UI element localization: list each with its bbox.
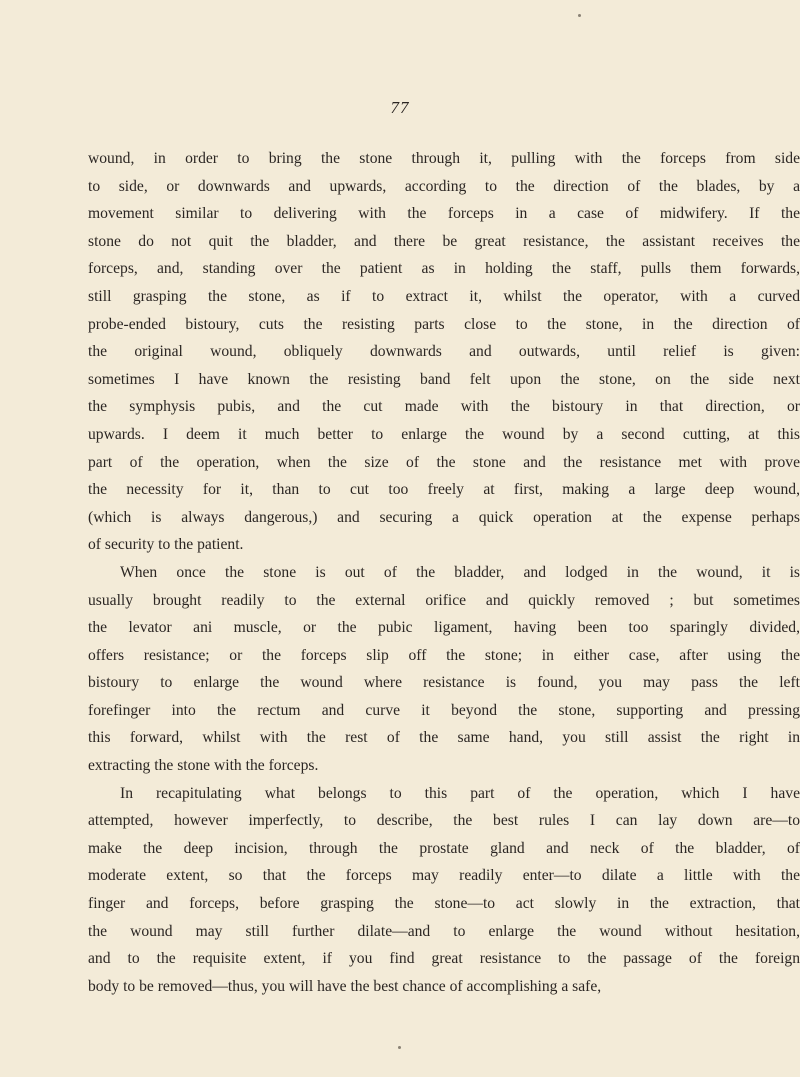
text-line: (which is always dangerous,) and securing a quick operation at the expense perhaps	[88, 508, 800, 526]
text-line: wound, in order to bring the stone through it, pulling with the forceps from side	[88, 150, 800, 167]
text-line: still grasping the stone, as if to extract it, whilst the operator, with a curved	[88, 287, 800, 305]
text-line: body to be removed—thus, you will have the best chance of accomplishing a safe,	[88, 977, 602, 995]
paragraph-start-line: In recapitulating what belongs to this part of the operation, which I have	[120, 784, 800, 802]
paper-speck	[578, 14, 581, 17]
text-line: probe-ended bistoury, cuts the resisting parts close to the stone, in the direction of	[88, 315, 800, 333]
text-line: moderate extent, so that the forceps may readily enter—to dilate a little with the	[88, 867, 800, 885]
paragraph-start-line: When once the stone is out of the bladder, and lodged in the wound, it is	[120, 563, 800, 581]
text-line: offers resistance; or the forceps slip off the stone; in either case, after using the	[88, 646, 800, 664]
text-line: to side, or downwards and upwards, according to the direction of the blades, by a	[88, 177, 800, 195]
text-line: sometimes I have known the resisting band felt upon the stone, on the side next	[88, 370, 800, 388]
paper-speck	[398, 1046, 401, 1049]
text-line: stone do not quit the bladder, and there be great resistance, the assistant receives the	[88, 232, 800, 250]
text-line: this forward, whilst with the rest of the same hand, you still assist the right in	[88, 729, 800, 747]
body-text	[88, 145, 800, 1000]
page-number: 77	[390, 98, 410, 117]
text-line: usually brought readily to the external orifice and quickly removed ; but sometimes	[88, 591, 800, 609]
text-line: movement similar to delivering with the forceps in a case of midwifery. If the	[88, 205, 800, 223]
text-line: forceps, and, standing over the patient as in holding the staff, pulls them forwards,	[88, 260, 800, 278]
text-line: part of the operation, when the size of the stone and the resistance met with prove	[88, 453, 800, 471]
text-line: bistoury to enlarge the wound where resistance is found, you may pass the left	[88, 674, 800, 692]
text-line: finger and forceps, before grasping the stone—to act slowly in the extraction, that	[88, 895, 800, 913]
text-line: extracting the stone with the forceps.	[88, 757, 319, 775]
text-line: upwards. I deem it much better to enlarge the wound by a second cutting, at this	[88, 425, 800, 443]
text-line: and to the requisite extent, if you find great resistance to the passage of the foreign	[88, 950, 800, 968]
text-line: the wound may still further dilate—and to enlarge the wound without hesitation,	[88, 922, 800, 940]
text-line: attempted, however imperfectly, to describe, the best rules I can lay down are—to	[88, 812, 800, 830]
text-line: the original wound, obliquely downwards and outwards, until relief is given:	[88, 343, 800, 361]
text-line: of security to the patient.	[88, 536, 244, 554]
text-line: forefinger into the rectum and curve it beyond the stone, supporting and pressing	[88, 701, 800, 719]
text-line: the necessity for it, than to cut too freely at first, making a large deep wound,	[88, 481, 800, 499]
text-line: make the deep incision, through the prostate gland and neck of the bladder, of	[88, 839, 800, 857]
text-line: the symphysis pubis, and the cut made with the bistoury in that direction, or	[88, 398, 800, 416]
text-line: the levator ani muscle, or the pubic ligament, having been too sparingly divided,	[88, 619, 800, 637]
